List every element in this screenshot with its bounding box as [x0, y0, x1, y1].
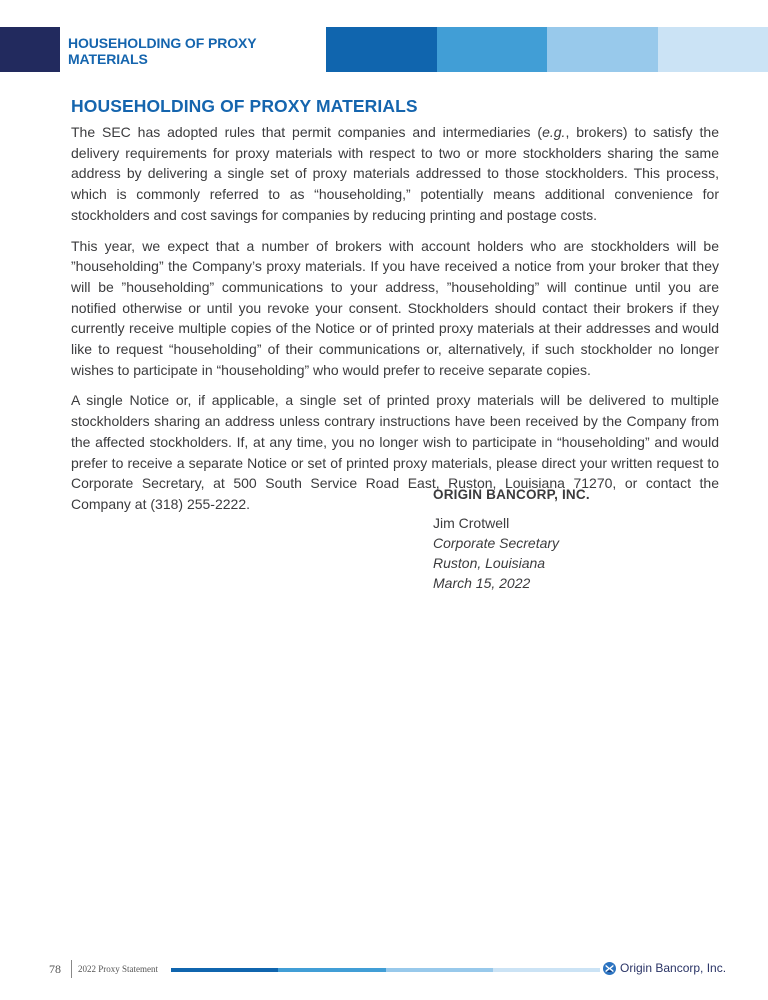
footer-separator: [71, 960, 72, 978]
paragraph-1-text-a: The SEC has adopted rules that permit companies and intermediaries (: [71, 124, 543, 140]
signature-company: ORIGIN BANCORP, INC.: [433, 487, 590, 502]
header-section-title: HOUSEHOLDING OF PROXY MATERIALS: [68, 35, 257, 67]
signature-block: [433, 485, 713, 593]
section-heading: HOUSEHOLDING OF PROXY MATERIALS: [71, 96, 418, 116]
header-navy-block: [0, 27, 60, 72]
paragraph-2: This year, we expect that a number of brokers with account holders who are stockholders will be ”householding” the Company’s proxy materials. If you have received a notice from your broker that they will be ”householding” communications to your address, ”householding” will continue until you are notified otherwise or until you revoke your consent. Stockholders should contact their brokers if they currently receive multiple copies of the Notice or of printed proxy materials at their addresses and would like to request “householding” of their communications or, alternatively, if such stockholder no longer wishes to participate in “householding” who would prefer to receive separate copies.: [71, 237, 719, 378]
header-block-2: [437, 27, 548, 72]
footer-brand-name: Origin Bancorp, Inc.: [620, 961, 727, 975]
signature-name: Jim Crotwell: [433, 515, 510, 531]
paragraph-1-text-b: , brokers) to satisfy the delivery requirements for proxy materials with respect to two or more stockholders sharing the same address by delivering a single set of proxy materials addressed to those stockholders. This process, which is commonly referred to as “householding,” potentially means additional convenience for stockholders and cost savings for companies by reducing printing and postage costs.: [71, 124, 720, 223]
signature-location: Ruston, Louisiana: [433, 555, 546, 571]
footer-document-title: 2022 Proxy Statement: [78, 964, 158, 974]
paragraph-3: A single Notice or, if applicable, a single set of printed proxy materials will be delivered to multiple stockholders sharing an address unless contrary instructions have been received by the Company from the affected stockholders. If, at any time, you no longer wish to participate in “householding” and would prefer to receive a separate Notice or set of printed proxy materials, please direct your written request to Corporate Secretary, at 500 South Service Road East, Ruston, Louisiana 71270, or contact the Company at (318) 255-2222.: [71, 392, 719, 512]
origin-logo-icon: [603, 962, 616, 975]
footer-bar-segment-2: [278, 968, 385, 972]
paragraph-1-italic: e.g.: [542, 124, 566, 140]
page-footer: [0, 958, 768, 982]
header-color-blocks: [326, 27, 768, 72]
footer-color-bar: [171, 968, 600, 972]
page-header: [0, 27, 768, 72]
signature-title: Corporate Secretary: [433, 535, 560, 551]
page-number: 78: [49, 962, 61, 976]
main-content: [71, 94, 719, 525]
header-block-1: [326, 27, 437, 72]
footer-bar-segment-3: [386, 968, 493, 972]
paragraph-1: [71, 122, 719, 226]
header-block-3: [547, 27, 658, 72]
signature-date: March 15, 2022: [433, 575, 531, 591]
header-block-4: [658, 27, 768, 72]
footer-bar-segment-4: [493, 968, 600, 972]
footer-bar-segment-1: [171, 968, 278, 972]
footer-brand: [603, 961, 726, 975]
